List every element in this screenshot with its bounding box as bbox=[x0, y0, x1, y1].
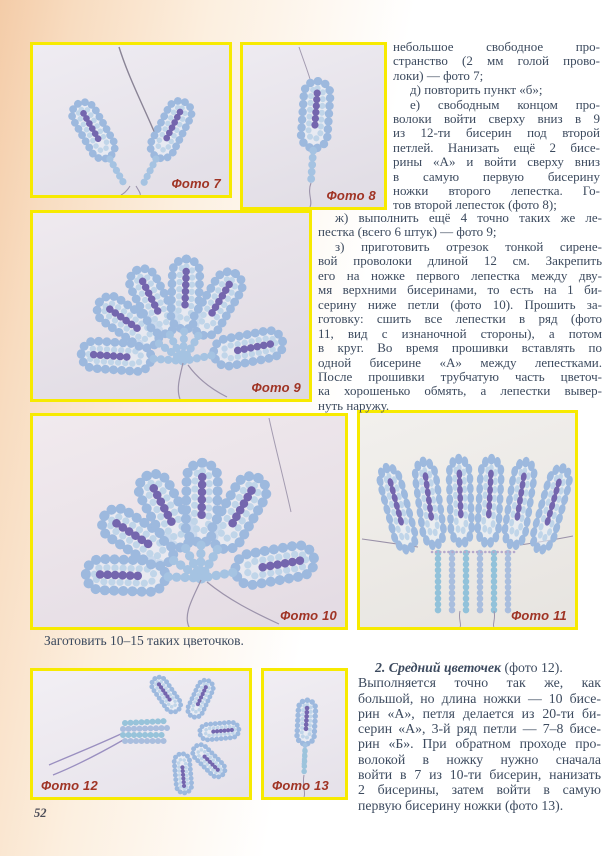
text-line: е) свободным концом про- bbox=[410, 96, 600, 112]
text-line: мя верхними бисеринами, то есть на 1 би- bbox=[318, 282, 602, 298]
text-line: 11, вид с изнаночной стороны), а потом bbox=[318, 325, 602, 341]
photo-12-label: Фото 12 bbox=[41, 778, 98, 793]
text-line: рин «А», петля делается из 20-ти би- bbox=[358, 705, 601, 721]
text-line: ножки второго лепестка. Го- bbox=[393, 183, 600, 199]
photo-13 bbox=[261, 668, 348, 800]
note-line: Заготовить 10–15 таких цветочков. bbox=[44, 633, 244, 648]
section-2-heading-rest: (фото 12). bbox=[501, 660, 563, 675]
text-line: в самую первую бисерину bbox=[393, 168, 600, 184]
text-line: тов второй лепесток (фото 8); bbox=[393, 197, 557, 213]
photo-9-art bbox=[33, 213, 309, 399]
text-line: в круг. Во время прошивки вставлять по bbox=[318, 340, 602, 356]
text-line: большой, но длина ножки — 10 бисе- bbox=[358, 690, 601, 706]
instructions-top-column bbox=[393, 40, 600, 213]
text-line: петлей. Нанизать ещё 2 бисе- bbox=[393, 139, 600, 155]
text-line: ж) выполнить ещё 4 точно таких же ле- bbox=[335, 210, 602, 225]
photo-11-label: Фото 11 bbox=[511, 608, 567, 623]
text-line: из 12-ти бисерин под второй bbox=[393, 125, 600, 141]
photo-7-art bbox=[33, 45, 229, 195]
section-2-heading-line bbox=[358, 660, 601, 675]
section-2-text bbox=[358, 660, 601, 813]
photo-10 bbox=[30, 413, 348, 630]
text-line: рин «Б». При обратном проходе про- bbox=[358, 736, 601, 752]
text-line: странство (2 мм голой прово- bbox=[393, 53, 600, 69]
text-line: ка хорошенько обмять, а лепестки вывер- bbox=[318, 383, 602, 399]
text-line: волокой в ножку нужно сначала bbox=[358, 751, 601, 767]
instructions-mid-column bbox=[318, 211, 602, 413]
text-line: серину ниже петли (фото 10). Прошить за- bbox=[318, 296, 602, 312]
text-line: локи) — фото 7; bbox=[393, 67, 484, 83]
photo-12 bbox=[30, 668, 252, 800]
photo-8-label: Фото 8 bbox=[326, 188, 376, 203]
text-line: небольшое свободное про- bbox=[393, 39, 600, 54]
text-line: войти в 7 из 10-ти бисерин, нанизать bbox=[358, 767, 601, 783]
photo-8-art bbox=[243, 45, 384, 207]
photo-10-art bbox=[33, 416, 345, 627]
text-line: вой проволоки длиной 12 см. Закрепить bbox=[318, 253, 602, 269]
photo-9-label: Фото 9 bbox=[251, 380, 301, 395]
photo-13-label: Фото 13 bbox=[272, 778, 329, 793]
section-2-heading: 2. Средний цветочек bbox=[375, 660, 502, 675]
photo-11 bbox=[357, 410, 578, 630]
text-line: пестка (всего 6 штук) — фото 9; bbox=[318, 224, 497, 240]
text-line: 2 бисерины, затем войти в самую bbox=[358, 782, 601, 798]
text-line: его на ножке первого лепестка между дву- bbox=[318, 267, 602, 283]
text-line: готовку: сшить все лепестки в ряд (фото bbox=[318, 311, 602, 327]
text-line: з) приготовить отрезок тонкой сирене- bbox=[335, 238, 602, 254]
photo-7 bbox=[30, 42, 232, 198]
photo-7-label: Фото 7 bbox=[171, 176, 221, 191]
text-line: волоки войти сверху вниз в 9 bbox=[393, 111, 600, 127]
text-line: д) повторить пункт «б»; bbox=[410, 82, 543, 98]
photo-9 bbox=[30, 210, 312, 402]
text-line: Выполняется точно так же, как bbox=[358, 675, 601, 691]
photo-11-art bbox=[360, 413, 575, 627]
text-line: первую бисерину ножки (фото 13). bbox=[358, 797, 564, 813]
page-number: 52 bbox=[34, 806, 47, 820]
text-line: одной бисерине «А» между лепестками. bbox=[318, 354, 602, 370]
text-line: серин «А», 3-й ряд петли — 7–8 бисе- bbox=[358, 721, 601, 737]
text-line: нуть наружу. bbox=[318, 397, 390, 413]
text-line: После прошивки трубчатую часть цветоч- bbox=[318, 368, 602, 384]
section-2-lines bbox=[358, 675, 601, 813]
text-line: рины «А» и войти сверху вниз bbox=[393, 154, 600, 170]
photo-10-label: Фото 10 bbox=[280, 608, 337, 623]
photo-8 bbox=[240, 42, 387, 210]
